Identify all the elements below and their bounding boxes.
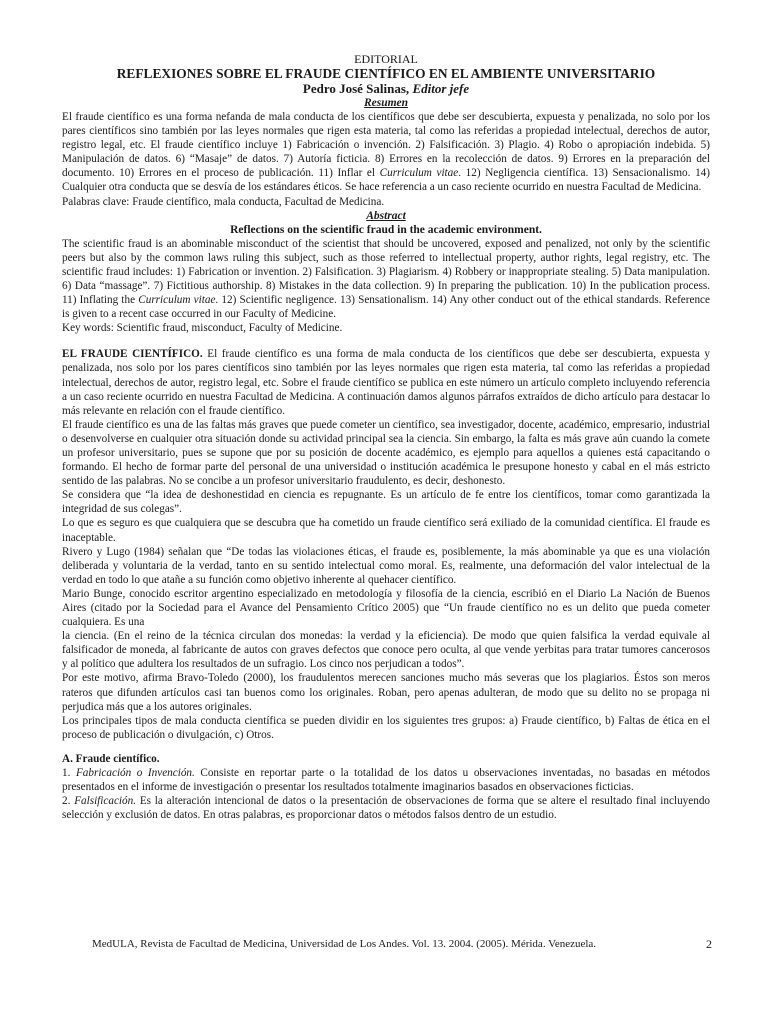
spacer — [62, 742, 710, 752]
resumen-heading: Resumen — [363, 97, 409, 109]
abstract-keywords: Key words: Scientific fraud, misconduct, Faculty of Medicine. — [62, 322, 343, 335]
page-footer — [92, 937, 712, 951]
resumen-text-part: El fraude científico es una forma nefanda de mala conducta de los científicos que debe ser descubierta, expuesta y penalizada, no solo por los pares científicos sino también por las leyes normales que rigen esta materia, tal como las referidas a propiedad intelectual, derechos de autor, registro legal, etc. El fraude científico incluye 1) Fabricación o invención. 2) Falsificación. 3) Plagio. 4) Robo o apropiación indebida. 5) Manipulación de datos. 6) “Masaje” de datos. 7) Autoría ficticia. 8) Errores en la recolección de datos. 9) Errores en la preparación del documento. 10) Errores en el proceso de publicación. 11) Inflar el — [62, 111, 710, 180]
abstract-title: Reflections on the scientific fraud in the academic environment. — [230, 223, 542, 236]
list-item-number: 1. — [62, 767, 76, 780]
subsection-heading: A. Fraude científico. — [62, 752, 160, 765]
author-role: Editor jefe — [412, 81, 470, 96]
body-paragraph-4: Lo que es seguro es que cualquiera que se descubra que ha cometido un fraude científico será exiliado de la comunidad científica. El fraude es inaceptable. — [62, 517, 710, 544]
list-item — [62, 766, 710, 794]
abstract-italic-term: Curriculum vitae — [138, 294, 216, 307]
body-paragraph-3: Se considera que “la idea de deshonestidad en ciencia es repugnante. Es un artículo de fe entre los científicos, tomar como garantizada la integridad de sus colegas”. — [62, 489, 710, 516]
author-line — [62, 81, 710, 96]
list-item-term: Falsificación. — [74, 795, 137, 808]
abstract-text-part: The scientific fraud is an abominable misconduct of the scientist that should be uncovered, exposed and penalized, not only by the scientific peers but also by the common laws ruling this subject, such as those referred to intellectual property, author rights, legal registry, etc. The scientific fraud includes: 1) Fabrication or invention. 2) Falsification. 3) Plagiarism. 4) Robbery or inappropriate stealing. 5) Data manipulation. 6) Data “massage”. 7) Fictitious authorship. 8) Mistakes in the data collection. 9) In preparing the publication. 10) In the publication process. 11) Inflating the — [62, 237, 710, 307]
journal-citation: MedULA, Revista de Facultad de Medicina, Universidad de Los Andes. Vol. 13. 2004. (2005). Mérida. Venezuela. — [92, 938, 597, 950]
lead-heading: EL FRAUDE CIENTÍFICO. — [62, 348, 203, 361]
abstract-text — [62, 237, 710, 322]
body-paragraph-2: El fraude científico es una de las faltas más graves que puede cometer un científico, sea investigador, docente, académico, empresario, industrial o desenvolverse en cualquier otra situación donde su actividad principal sea la ciencia. Sin embargo, la falta es más grave aún cuando la comete un profesor universitario, pues se supone que por su posición de docente académico, es ejemplo para aquellos a quienes está capacitando o formando. El hecho de formar parte del personal de una universidad o institución académica le presupone honesto y cabal en el más estricto sentido de las palabras. No se concibe a un profesor universitario fraudulento, es decir, deshonesto. — [62, 418, 710, 488]
author-name: Pedro José Salinas, — [302, 81, 413, 96]
body-paragraph-5: Rivero y Lugo (1984) señalan que “De todas las violaciones éticas, el fraude es, posiblemente, la más abominable ya que es una violación deliberada y voluntaria de la verdad, tanto en su sentido intelectual como moral. Es, realmente, una deformación del valor intelectual de la verdad en todo lo que atañe a su función como objetivo inherente al quehacer científico. — [62, 545, 710, 586]
body-paragraph-9: Los principales tipos de mala conducta científica se pueden dividir en los siguientes tres grupos: a) Fraude científico, b) Faltas de ética en el proceso de publicación o divulgación, c) Otros. — [62, 714, 710, 741]
resumen-text — [62, 110, 710, 195]
abstract-heading: Abstract — [366, 209, 406, 222]
list-item — [62, 794, 710, 822]
list-item-number: 2. — [62, 795, 75, 808]
list-item-text: Consiste en reportar parte o la totalidad de los datos u observaciones inventadas, no basadas en métodos presentados en el informe de investigación o presentar los resultados totalmente imaginarios basados en observaciones ficticias. — [62, 767, 710, 794]
body-paragraph-1 — [62, 347, 710, 417]
resumen-text-part: . 12) Negligencia científica. 13) Sensacionalismo. 14) Cualquier otra conducta que se desvía de los estándares éticos. Se hace referencia a un caso reciente ocurrido en nuestra Facultad de Medicina. — [62, 167, 710, 194]
resumen-keywords: Palabras clave: Fraude científico, mala conducta, Facultad de Medicina. — [62, 195, 385, 208]
section-label: EDITORIAL — [354, 52, 418, 66]
list-item-term: Fabricación o Invención. — [75, 767, 195, 780]
article-title: REFLEXIONES SOBRE EL FRAUDE CIENTÍFICO EN EL AMBIENTE UNIVERSITARIO — [116, 66, 656, 81]
body-paragraph-6: Mario Bunge, conocido escritor argentino especializado en metodología y filosofía de la ciencia, escribió en el Diario La Nación de Buenos Aires (citado por la Sociedad para el Avance del Pensamiento Crítico 2005) que “Un fraude científico no es un delito que pueda cometer cualquiera. Es una — [62, 587, 710, 629]
body-text: El fraude científico es una forma de mala conducta de los científicos que debe ser descubierta, expuesta y penalizada, nos solo por los pares científicos sino también por las leyes normales que rigen esta materia, tal como las referidas a propiedad intelectual, derechos de autor, registro legal, etc. Sobre el fraude científico se publica en este número un artículo completo incluyendo referencia a un caso reciente ocurrido en nuestra Facultad de Medicina. A continuación damos algunos párrafos extraídos de dicho artículo para destacar lo más relevante en relación con el fraude científico. — [62, 348, 710, 417]
resumen-italic-term: Curriculum vitae — [379, 167, 459, 180]
body-paragraph-8: Por este motivo, afirma Bravo-Toledo (2000), los fraudulentos merecen sanciones mucho más severas que los plagiarios. Éstos son meros rateros que difunden artículos casi tan buenos como los originales. Roban, pero apenas adulteran, de modo que su delito no se propaga ni perjudica más que a los autores originales. — [62, 672, 710, 713]
editorial-page — [62, 52, 710, 822]
abstract-text-part: . 12) Scientific negligence. 13) Sensationalism. 14) Any other conduct out of the ethical standards. Reference is given to a recent case occurred in our Faculty of Medicine. — [62, 294, 710, 321]
body-paragraph-7: la ciencia. (En el reino de la técnica circulan dos monedas: la verdad y la eficiencia). De modo que quien falsifica la verdad equivale al falsificador de moneda, al fabricante de autos con graves defectos que conoce pero oculta, al que vende yerbitas para tratar tumores cancerosos y al político que adultera los resultados de un sufragio. Los cinco nos perjudican a todos”. — [62, 630, 710, 671]
page-number: 2 — [706, 937, 712, 951]
spacer — [62, 335, 710, 347]
list-item-text: Es la alteración intencional de datos o la presentación de observaciones de forma que se altere el resultado final incluyendo selección y exclusión de datos. En otras palabras, es proporcionar datos o métodos falsos dentro de un estudio. — [62, 795, 711, 822]
